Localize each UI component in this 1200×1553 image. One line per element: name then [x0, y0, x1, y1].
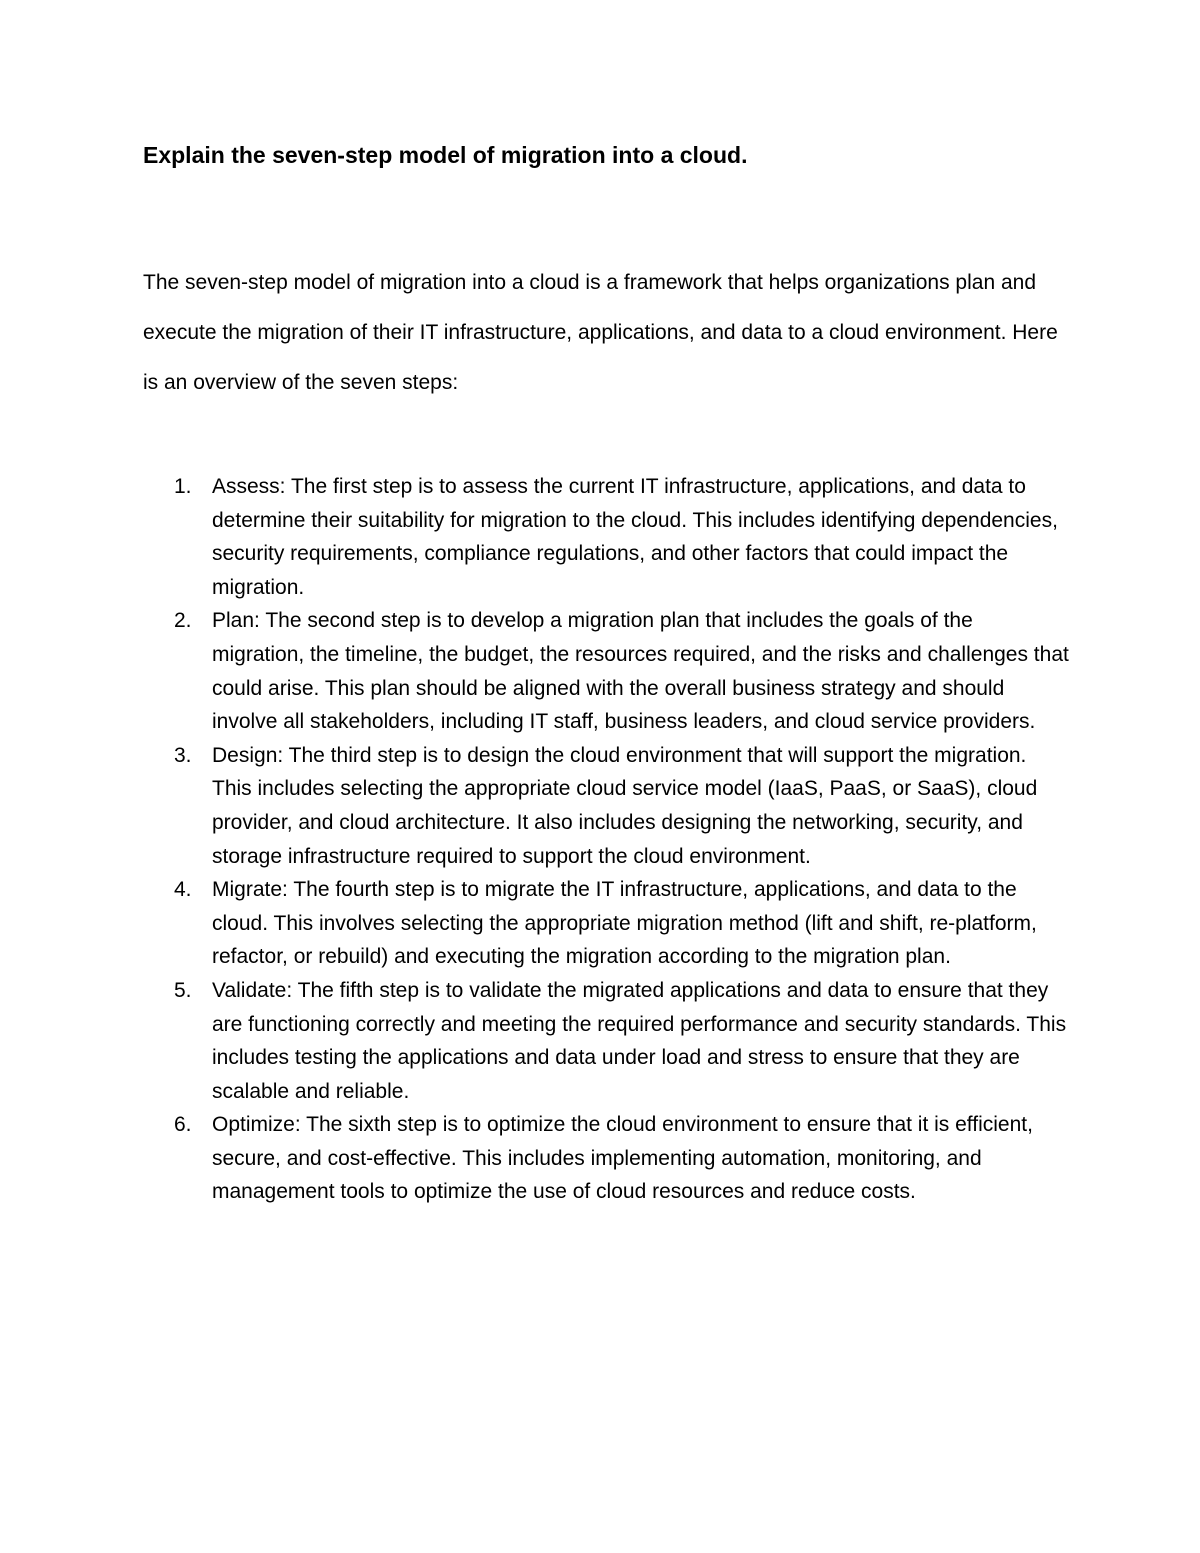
list-number: 5.: [174, 978, 192, 1002]
list-number: 4.: [174, 878, 192, 902]
list-number: 1.: [174, 475, 192, 498]
list-text: Optimize: The sixth step is to optimize the cloud environment to ensure that it is efficient, secure, and cost-effective. This includes implementing automation, monitoring, and management tools to optimize the use of cloud resources and reduce costs.: [212, 1113, 1033, 1204]
list-item: [160, 604, 1070, 738]
list-item: [160, 739, 1070, 873]
list-text: Design: The third step is to design the cloud environment that will support the migration. This includes selecting the appropriate cloud service model (IaaS, PaaS, or SaaS), cloud provider, and cloud architecture. It also includes designing the networking, security, and storage infrastructure required to support the cloud environment.: [212, 743, 1038, 868]
list-item: [160, 1108, 1070, 1209]
list-text: Assess: The first step is to assess the current IT infrastructure, applications, and data to determine their suitability for migration to the cloud. This includes identifying dependencies, security requirements, compliance regulations, and other factors that could impact the migration.: [212, 475, 1058, 599]
document-title: Explain the seven-step model of migration into a cloud.: [143, 142, 748, 168]
list-number: 3.: [174, 743, 192, 767]
list-item: [160, 974, 1070, 1108]
list-number: 2.: [174, 609, 192, 633]
list-item: [160, 873, 1070, 974]
list-text: Plan: The second step is to develop a migration plan that includes the goals of the migration, the timeline, the budget, the resources required, and the risks and challenges that could arise. This plan should be aligned with the overall business strategy and should involve all stakeholders, including IT staff, business leaders, and cloud service providers.: [212, 609, 1069, 734]
list-number: 6.: [174, 1113, 192, 1137]
steps-list: [160, 470, 1070, 1209]
list-text: Migrate: The fourth step is to migrate the IT infrastructure, applications, and data to the cloud. This involves selecting the appropriate migration method (lift and shift, re-platform, refactor, or rebuild) and executing the migration according to the migration plan.: [212, 878, 1037, 969]
list-text: Validate: The fifth step is to validate the migrated applications and data to ensure that they are functioning correctly and meeting the required performance and security standards. This includes testing the applications and data under load and stress to ensure that they are scalable and reliable.: [212, 978, 1067, 1103]
intro-paragraph: The seven-step model of migration into a cloud is a framework that helps organizations plan and execute the migration of their IT infrastructure, applications, and data to a cloud environment. Here is an overview of the seven steps:: [143, 271, 1058, 394]
list-item: [160, 470, 1070, 604]
